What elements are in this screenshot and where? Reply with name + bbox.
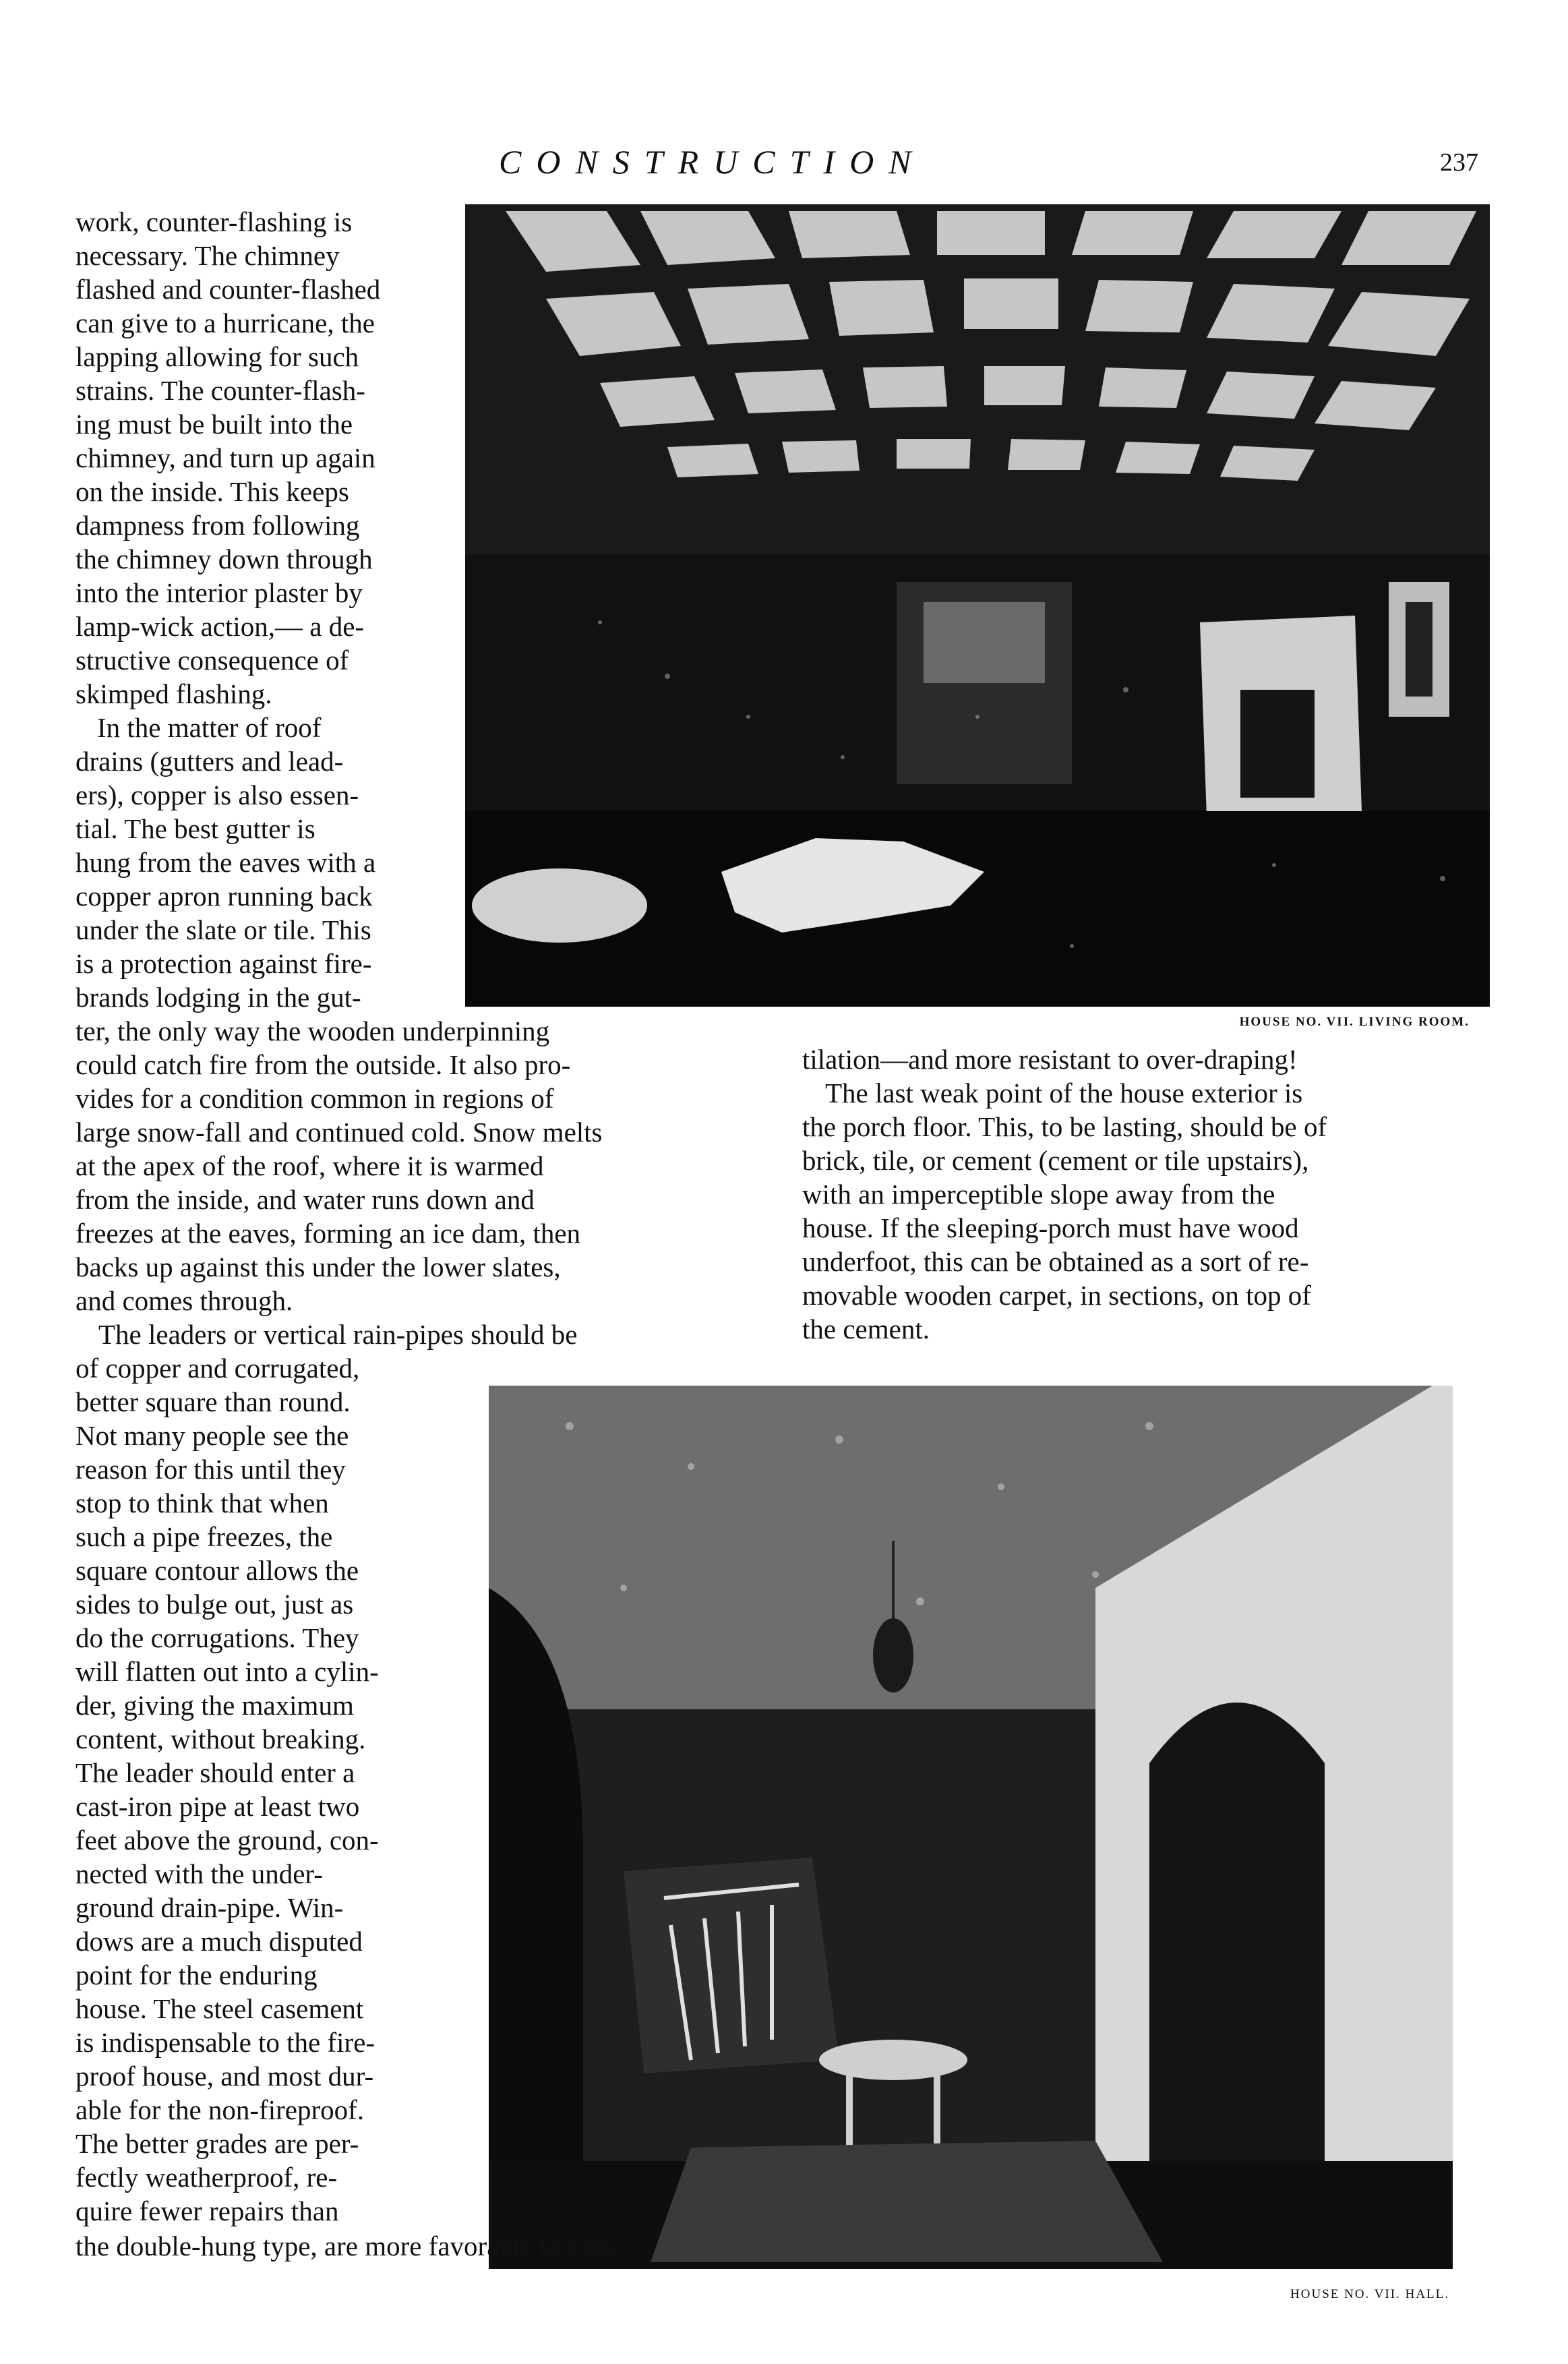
text-line: can give to a hurricane, the [76,307,375,338]
text-line: at the apex of the roof, where it is warmed [76,1150,544,1181]
text-line: is indispensable to the fire- [76,2027,375,2058]
text-line: into the interior plaster by [76,577,363,608]
text-line: The leaders or vertical rain-pipes should be [98,1319,578,1350]
text-line: square contour allows the [76,1555,359,1586]
text-line: brands lodging in the gut- [76,982,361,1013]
text-line: ers), copper is also essen- [76,779,359,810]
text-line: tial. The best gutter is [76,813,315,844]
text-line: content, without breaking. [76,1723,366,1754]
text-line: necessary. The chimney [76,240,340,271]
text-line: brick, tile, or cement (cement or tile upstairs), [802,1145,1309,1176]
page-header [0,138,1568,185]
text-line: is a protection against fire- [76,948,372,979]
text-line: the chimney down through [76,543,373,574]
text-line: copper apron running back [76,881,373,912]
text-line: ground drain-pipe. Win- [76,1892,344,1923]
text-line: stop to think that when [76,1487,329,1518]
text-line: quire fewer repairs than [76,2195,339,2226]
text-line: fectly weatherproof, re- [76,2162,338,2193]
text-line: The leader should enter a [76,1757,355,1788]
text-line: able for the non-fireproof. [76,2094,365,2125]
text-line: ing must be built into the [76,409,353,440]
text-line: backs up against this under the lower slates, [76,1251,561,1282]
text-line: point for the enduring [76,1959,318,1990]
text-line: of copper and corrugated, [76,1353,360,1384]
text-line: In the matter of roof [97,712,322,743]
text-line: house. If the sleeping-porch must have wood [802,1212,1299,1243]
text-line: chimney, and turn up again [76,442,375,473]
text-line: cast-iron pipe at least two [76,1791,360,1822]
text-line: work, counter-flashing is [76,206,353,237]
text-line: underfoot, this can be obtained as a sort of re- [802,1246,1309,1277]
text-line: der, giving the maximum [76,1690,354,1721]
text-line: hung from the eaves with a [76,847,376,878]
text-line: flashed and counter-flashed [76,274,381,305]
text-line: will flatten out into a cylin- [76,1656,379,1687]
text-line: structive consequence of [76,645,349,676]
text-line: dampness from following [76,510,360,541]
text-line: from the inside, and water runs down and [76,1184,535,1215]
text-line: The better grades are per- [76,2128,359,2159]
text-line: tilation—and more resistant to over-draping! [802,1044,1298,1075]
text-line: strains. The counter-flash- [76,375,365,406]
text-line: lapping allowing for such [76,341,359,372]
text-line: better square than round. [76,1386,351,1417]
text-line: house. The steel casement [76,1993,364,2024]
text-line: Not many people see the [76,1420,349,1451]
living-room-caption: HOUSE NO. VII. LIVING ROOM. [1239,1015,1470,1029]
text-line: proof house, and most dur- [76,2061,374,2092]
text-line: lamp-wick action,— a de- [76,611,365,642]
text-line: such a pipe freezes, the [76,1521,333,1552]
text-line: drains (gutters and lead- [76,746,344,777]
text-line: under the slate or tile. This [76,914,371,945]
text-line: dows are a much disputed [76,1926,363,1957]
text-line: The last weak point of the house exterior is [825,1077,1303,1109]
text-line: and comes through. [76,1285,293,1316]
hall-photo [489,1386,1453,2269]
text-line-last: the double-hung type, are more favorable to ven- [76,2230,617,2262]
text-line: on the inside. This keeps [76,476,349,507]
text-line: large snow-fall and continued cold. Snow melts [76,1117,603,1148]
text-line: vides for a condition common in regions of [76,1083,554,1114]
running-title: CONSTRUCTION [499,143,926,181]
text-line: skimped flashing. [76,678,272,709]
text-line: the cement. [802,1313,930,1344]
text-line: nected with the under- [76,1858,323,1889]
text-line: with an imperceptible slope away from the [802,1179,1275,1210]
text-line: could catch fire from the outside. It also pro- [76,1049,571,1080]
hall-caption: HOUSE NO. VII. HALL. [1290,2287,1449,2301]
text-line: do the corrugations. They [76,1622,359,1653]
text-line: the porch floor. This, to be lasting, should be of [802,1111,1327,1142]
text-line: reason for this until they [76,1454,346,1485]
text-line: freezes at the eaves, forming an ice dam, then [76,1218,581,1249]
living-room-photo [465,204,1490,1007]
text-line: ter, the only way the wooden underpinning [76,1015,550,1046]
text-line: feet above the ground, con- [76,1825,379,1856]
text-line: movable wooden carpet, in sections, on top of [802,1280,1311,1311]
text-line: sides to bulge out, just as [76,1589,354,1620]
page-number: 237 [1440,148,1478,177]
